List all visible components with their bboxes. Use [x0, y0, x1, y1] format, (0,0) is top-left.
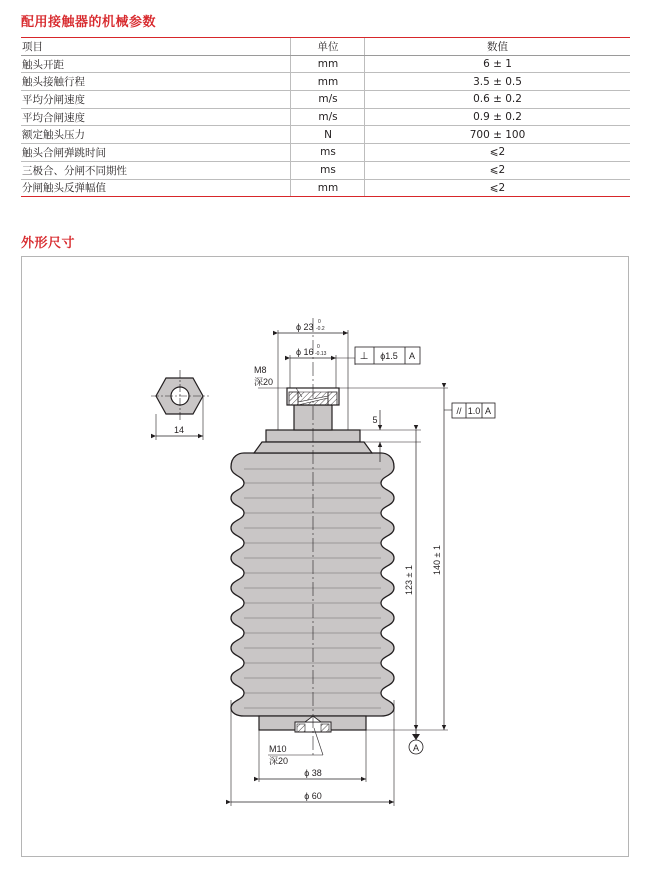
- row-item: 三极合、分闸不同期性: [21, 161, 291, 179]
- row-value: 6 ± 1: [365, 55, 631, 73]
- row-value: ⩽2: [365, 144, 631, 162]
- dim-dia23: ϕ 23: [296, 322, 314, 332]
- row-unit: ms: [291, 144, 365, 162]
- row-item: 触头合闸弹跳时间: [21, 144, 291, 162]
- label-depth-top: 深20: [254, 377, 274, 387]
- row-unit: m/s: [291, 108, 365, 126]
- parallelism-datum: A: [484, 406, 492, 416]
- label-depth-bottom: 深20: [269, 756, 289, 766]
- dim-hex-width: 14: [173, 425, 185, 435]
- row-item: 触头接触行程: [21, 73, 291, 91]
- dim-dia16: ϕ 16: [296, 347, 314, 357]
- row-item: 额定触头压力: [21, 126, 291, 144]
- header-item: 项目: [21, 38, 291, 56]
- parallelism-symbol: //: [456, 406, 462, 416]
- row-unit: N: [291, 126, 365, 144]
- row-unit: mm: [291, 179, 365, 197]
- dim-height-123: 123 ± 1: [404, 565, 414, 595]
- dim-height-140: 140 ± 1: [432, 545, 442, 575]
- perpendicularity-symbol: ⊥: [359, 351, 369, 362]
- perpendicularity-tolerance: ϕ1.5: [380, 351, 398, 361]
- perpendicularity-datum: A: [408, 351, 416, 361]
- label-thread-bottom: M10: [269, 744, 287, 754]
- dim-dia60: ϕ 60: [304, 791, 322, 801]
- dim-dia16-upper: 0: [317, 344, 320, 350]
- top-dimensions: [258, 330, 420, 430]
- row-value: 3.5 ± 0.5: [365, 73, 631, 91]
- row-unit: mm: [291, 55, 365, 73]
- row-unit: mm: [291, 73, 365, 91]
- row-value: 700 ± 100: [365, 126, 631, 144]
- label-thread-top: M8: [254, 365, 267, 375]
- parallelism-tolerance: 1.0: [467, 406, 481, 416]
- dim-dia23-lower: -0.2: [316, 326, 325, 332]
- row-item: 平均分闸速度: [21, 91, 291, 109]
- params-section-title: 配用接触器的机械参数: [21, 15, 157, 30]
- header-value: 数值: [365, 38, 631, 56]
- interrupter-body: [231, 388, 394, 732]
- row-value: ⩽2: [365, 179, 631, 197]
- row-item: 触头开距: [21, 55, 291, 73]
- row-value: 0.6 ± 0.2: [365, 91, 631, 109]
- row-value: 0.9 ± 0.2: [365, 108, 631, 126]
- datum-a-label: A: [412, 743, 420, 753]
- row-unit: ms: [291, 161, 365, 179]
- dim-dia23-upper: 0: [318, 319, 321, 325]
- dim-dia16-lower: -0.13: [315, 351, 327, 357]
- row-value: ⩽2: [365, 161, 631, 179]
- row-unit: m/s: [291, 91, 365, 109]
- header-unit: 单位: [291, 38, 365, 56]
- dim-dia38: ϕ 38: [304, 768, 322, 778]
- dim-gap-5: 5: [372, 415, 378, 425]
- row-item: 平均合闸速度: [21, 108, 291, 126]
- row-item: 分闸触头反弹幅值: [21, 179, 291, 197]
- dims-section-title: 外形尺寸: [21, 236, 76, 251]
